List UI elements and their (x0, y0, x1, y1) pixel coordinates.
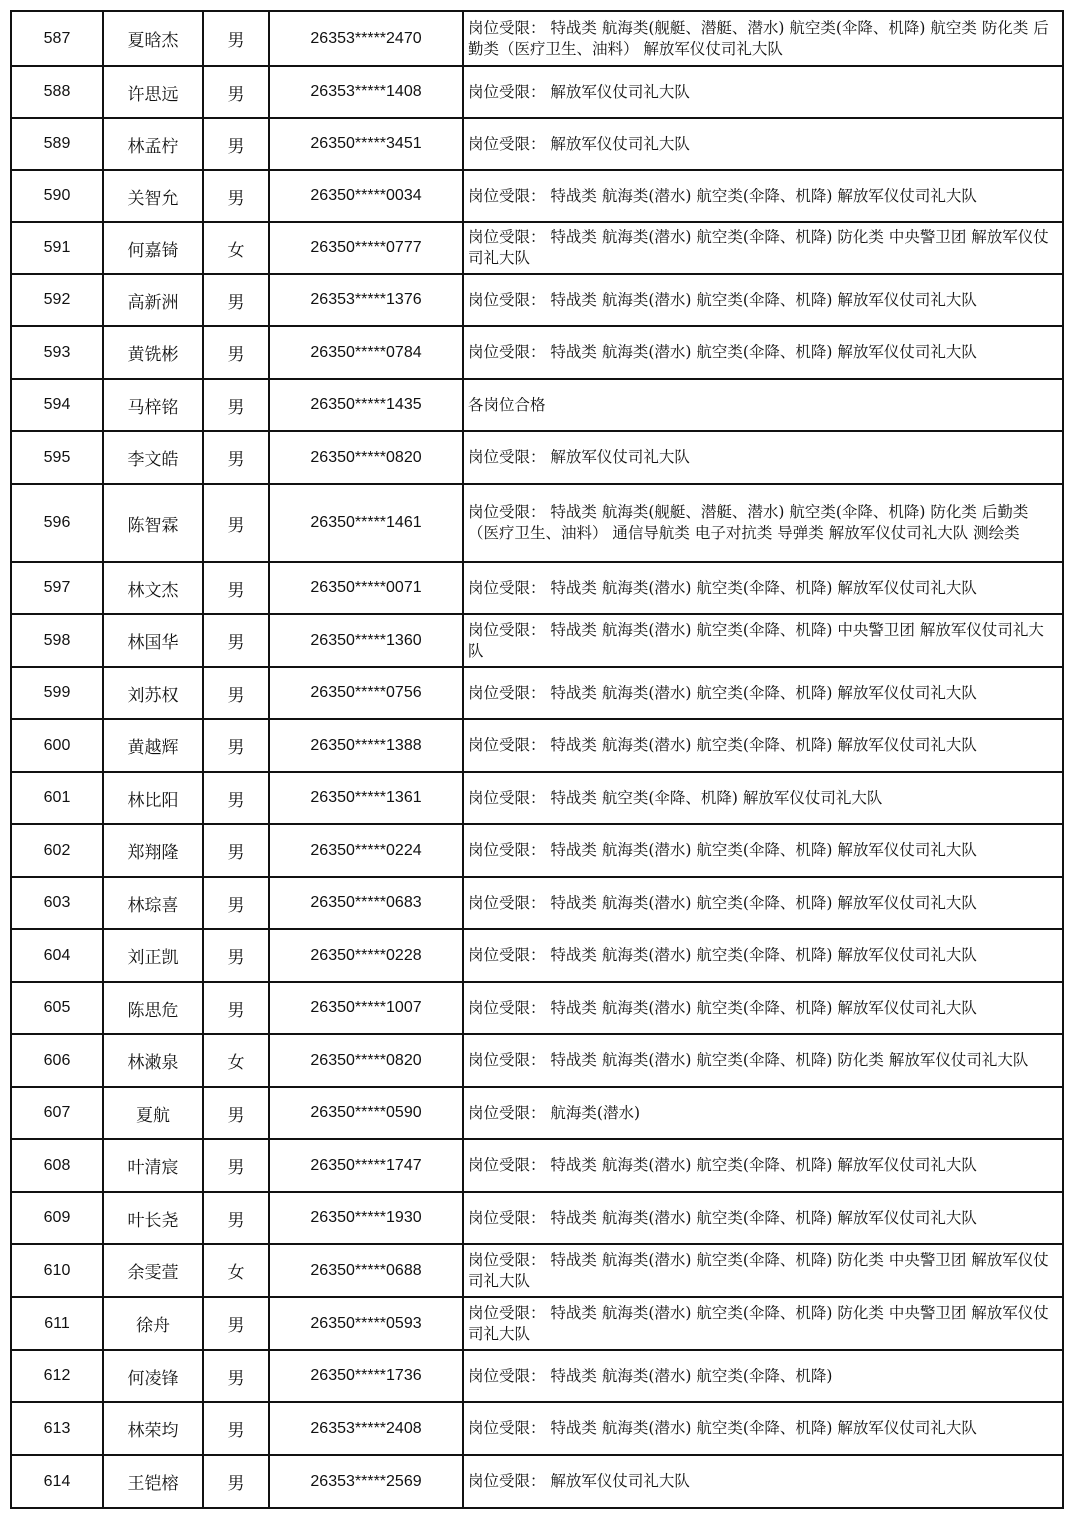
cell-result: 岗位受限： 特战类 航海类(舰艇、潜艇、潜水) 航空类(伞降、机降) 航空类 防化类 后勤类（医疗卫生、油料） 解放军仪仗司礼大队 (463, 11, 1063, 66)
table-row (11, 982, 1063, 1034)
cell-name: 黄铣彬 (103, 326, 203, 379)
cell-name: 余雯萱 (103, 1244, 203, 1297)
cell-result: 岗位受限： 特战类 航海类(潜水) 航空类(伞降、机降) 解放军仪仗司礼大队 (463, 274, 1063, 326)
cell-id-number: 26353*****2470 (269, 11, 463, 66)
cell-serial-number: 598 (11, 614, 103, 667)
cell-serial-number: 608 (11, 1139, 103, 1192)
table-row (11, 1297, 1063, 1350)
cell-result: 岗位受限： 特战类 航海类(舰艇、潜艇、潜水) 航空类(伞降、机降) 防化类 后勤类（医疗卫生、油料） 通信导航类 电子对抗类 导弹类 解放军仪仗司礼大队 测绘类 (463, 484, 1063, 562)
cell-name: 许思远 (103, 66, 203, 118)
cell-gender: 男 (203, 877, 269, 929)
cell-result: 岗位受限： 特战类 航海类(潜水) 航空类(伞降、机降) 解放军仪仗司礼大队 (463, 326, 1063, 379)
cell-gender: 男 (203, 379, 269, 431)
cell-result: 岗位受限： 特战类 航海类(潜水) 航空类(伞降、机降) 解放军仪仗司礼大队 (463, 824, 1063, 877)
cell-serial-number: 590 (11, 170, 103, 222)
cell-gender: 男 (203, 1402, 269, 1455)
cell-id-number: 26350*****0820 (269, 1034, 463, 1087)
cell-gender: 男 (203, 667, 269, 719)
cell-name: 陈智霖 (103, 484, 203, 562)
table-row (11, 562, 1063, 614)
cell-name: 夏航 (103, 1087, 203, 1139)
table-row (11, 824, 1063, 877)
cell-serial-number: 610 (11, 1244, 103, 1297)
cell-gender: 女 (203, 1244, 269, 1297)
cell-gender: 男 (203, 824, 269, 877)
cell-gender: 男 (203, 719, 269, 772)
cell-gender: 男 (203, 1192, 269, 1244)
cell-result: 岗位受限： 特战类 航海类(潜水) 航空类(伞降、机降) 解放军仪仗司礼大队 (463, 877, 1063, 929)
cell-gender: 男 (203, 66, 269, 118)
cell-name: 关智允 (103, 170, 203, 222)
cell-id-number: 26350*****0590 (269, 1087, 463, 1139)
cell-name: 林孟柠 (103, 118, 203, 170)
cell-name: 马梓铭 (103, 379, 203, 431)
cell-result: 岗位受限： 解放军仪仗司礼大队 (463, 1455, 1063, 1508)
cell-name: 黄越辉 (103, 719, 203, 772)
cell-id-number: 26350*****0224 (269, 824, 463, 877)
cell-name: 林比阳 (103, 772, 203, 824)
cell-serial-number: 594 (11, 379, 103, 431)
cell-gender: 男 (203, 274, 269, 326)
cell-name: 林国华 (103, 614, 203, 667)
cell-result: 岗位受限： 特战类 航海类(潜水) 航空类(伞降、机降) 解放军仪仗司礼大队 (463, 1192, 1063, 1244)
cell-id-number: 26350*****1388 (269, 719, 463, 772)
cell-serial-number: 588 (11, 66, 103, 118)
table-row (11, 667, 1063, 719)
cell-serial-number: 611 (11, 1297, 103, 1350)
table-row (11, 379, 1063, 431)
cell-name: 郑翔隆 (103, 824, 203, 877)
cell-serial-number: 607 (11, 1087, 103, 1139)
cell-id-number: 26350*****0784 (269, 326, 463, 379)
table-row (11, 1350, 1063, 1402)
cell-serial-number: 600 (11, 719, 103, 772)
table-row (11, 11, 1063, 66)
table-row (11, 719, 1063, 772)
results-table-body (11, 11, 1063, 1508)
cell-result: 岗位受限： 特战类 航海类(潜水) 航空类(伞降、机降) 解放军仪仗司礼大队 (463, 719, 1063, 772)
cell-serial-number: 589 (11, 118, 103, 170)
cell-gender: 男 (203, 484, 269, 562)
cell-gender: 男 (203, 431, 269, 484)
cell-result: 岗位受限： 特战类 航海类(潜水) 航空类(伞降、机降) 解放军仪仗司礼大队 (463, 982, 1063, 1034)
cell-serial-number: 613 (11, 1402, 103, 1455)
cell-gender: 男 (203, 1455, 269, 1508)
cell-name: 何嘉锜 (103, 222, 203, 274)
cell-result: 岗位受限： 特战类 航海类(潜水) 航空类(伞降、机降) 防化类 中央警卫团 解放军仪仗司礼大队 (463, 222, 1063, 274)
cell-gender: 男 (203, 1350, 269, 1402)
cell-id-number: 26353*****1376 (269, 274, 463, 326)
cell-serial-number: 599 (11, 667, 103, 719)
table-row (11, 1244, 1063, 1297)
cell-gender: 男 (203, 614, 269, 667)
table-row (11, 929, 1063, 982)
cell-serial-number: 612 (11, 1350, 103, 1402)
cell-serial-number: 587 (11, 11, 103, 66)
results-table (10, 10, 1064, 1509)
cell-result: 岗位受限： 特战类 航海类(潜水) 航空类(伞降、机降) 防化类 中央警卫团 解放军仪仗司礼大队 (463, 1297, 1063, 1350)
cell-name: 刘正凯 (103, 929, 203, 982)
cell-serial-number: 593 (11, 326, 103, 379)
cell-result: 岗位受限： 解放军仪仗司礼大队 (463, 66, 1063, 118)
cell-result: 岗位受限： 航海类(潜水) (463, 1087, 1063, 1139)
cell-result: 岗位受限： 特战类 航海类(潜水) 航空类(伞降、机降) (463, 1350, 1063, 1402)
cell-name: 何凌锋 (103, 1350, 203, 1402)
cell-name: 林潄泉 (103, 1034, 203, 1087)
table-row (11, 431, 1063, 484)
cell-gender: 女 (203, 1034, 269, 1087)
cell-id-number: 26350*****0071 (269, 562, 463, 614)
cell-name: 叶长尧 (103, 1192, 203, 1244)
table-row (11, 118, 1063, 170)
cell-serial-number: 602 (11, 824, 103, 877)
cell-result: 岗位受限： 特战类 航海类(潜水) 航空类(伞降、机降) 防化类 解放军仪仗司礼大队 (463, 1034, 1063, 1087)
table-row (11, 222, 1063, 274)
cell-id-number: 26350*****1930 (269, 1192, 463, 1244)
cell-id-number: 26350*****1747 (269, 1139, 463, 1192)
cell-serial-number: 603 (11, 877, 103, 929)
cell-result: 岗位受限： 特战类 航海类(潜水) 航空类(伞降、机降) 解放军仪仗司礼大队 (463, 1402, 1063, 1455)
cell-id-number: 26350*****0820 (269, 431, 463, 484)
cell-serial-number: 604 (11, 929, 103, 982)
cell-id-number: 26353*****2569 (269, 1455, 463, 1508)
cell-result: 岗位受限： 特战类 航空类(伞降、机降) 解放军仪仗司礼大队 (463, 772, 1063, 824)
cell-serial-number: 592 (11, 274, 103, 326)
cell-serial-number: 614 (11, 1455, 103, 1508)
cell-result: 岗位受限： 特战类 航海类(潜水) 航空类(伞降、机降) 解放军仪仗司礼大队 (463, 170, 1063, 222)
cell-name: 徐舟 (103, 1297, 203, 1350)
cell-id-number: 26350*****0593 (269, 1297, 463, 1350)
cell-id-number: 26350*****0034 (269, 170, 463, 222)
cell-serial-number: 605 (11, 982, 103, 1034)
cell-id-number: 26353*****2408 (269, 1402, 463, 1455)
cell-gender: 男 (203, 1297, 269, 1350)
cell-name: 林文杰 (103, 562, 203, 614)
cell-id-number: 26350*****1461 (269, 484, 463, 562)
cell-serial-number: 595 (11, 431, 103, 484)
table-row (11, 877, 1063, 929)
cell-gender: 男 (203, 562, 269, 614)
cell-id-number: 26350*****0756 (269, 667, 463, 719)
cell-gender: 男 (203, 982, 269, 1034)
cell-serial-number: 601 (11, 772, 103, 824)
table-row (11, 1192, 1063, 1244)
cell-id-number: 26353*****1408 (269, 66, 463, 118)
cell-name: 夏晗杰 (103, 11, 203, 66)
cell-serial-number: 609 (11, 1192, 103, 1244)
table-row (11, 1034, 1063, 1087)
cell-id-number: 26350*****1361 (269, 772, 463, 824)
cell-gender: 男 (203, 118, 269, 170)
cell-name: 林琮喜 (103, 877, 203, 929)
cell-name: 林荣均 (103, 1402, 203, 1455)
cell-name: 陈思危 (103, 982, 203, 1034)
cell-name: 叶清宸 (103, 1139, 203, 1192)
cell-result: 岗位受限： 特战类 航海类(潜水) 航空类(伞降、机降) 解放军仪仗司礼大队 (463, 929, 1063, 982)
cell-gender: 男 (203, 1139, 269, 1192)
cell-result: 岗位受限： 解放军仪仗司礼大队 (463, 431, 1063, 484)
table-row (11, 274, 1063, 326)
cell-result: 岗位受限： 特战类 航海类(潜水) 航空类(伞降、机降) 防化类 中央警卫团 解放军仪仗司礼大队 (463, 1244, 1063, 1297)
table-row (11, 1139, 1063, 1192)
cell-result: 岗位受限： 特战类 航海类(潜水) 航空类(伞降、机降) 解放军仪仗司礼大队 (463, 1139, 1063, 1192)
cell-gender: 男 (203, 929, 269, 982)
cell-id-number: 26350*****3451 (269, 118, 463, 170)
cell-id-number: 26350*****1736 (269, 1350, 463, 1402)
table-row (11, 1455, 1063, 1508)
cell-gender: 男 (203, 170, 269, 222)
cell-id-number: 26350*****1435 (269, 379, 463, 431)
cell-name: 李文皓 (103, 431, 203, 484)
cell-name: 高新洲 (103, 274, 203, 326)
cell-result: 岗位受限： 特战类 航海类(潜水) 航空类(伞降、机降) 解放军仪仗司礼大队 (463, 562, 1063, 614)
cell-id-number: 26350*****0777 (269, 222, 463, 274)
table-row (11, 1087, 1063, 1139)
cell-result: 各岗位合格 (463, 379, 1063, 431)
cell-result: 岗位受限： 特战类 航海类(潜水) 航空类(伞降、机降) 中央警卫团 解放军仪仗司礼大队 (463, 614, 1063, 667)
cell-serial-number: 591 (11, 222, 103, 274)
cell-gender: 女 (203, 222, 269, 274)
cell-id-number: 26350*****0688 (269, 1244, 463, 1297)
cell-serial-number: 597 (11, 562, 103, 614)
table-row (11, 614, 1063, 667)
cell-serial-number: 606 (11, 1034, 103, 1087)
cell-id-number: 26350*****0228 (269, 929, 463, 982)
cell-id-number: 26350*****1360 (269, 614, 463, 667)
cell-gender: 男 (203, 772, 269, 824)
table-row (11, 66, 1063, 118)
cell-result: 岗位受限： 解放军仪仗司礼大队 (463, 118, 1063, 170)
table-row (11, 326, 1063, 379)
cell-gender: 男 (203, 326, 269, 379)
cell-name: 刘苏权 (103, 667, 203, 719)
cell-gender: 男 (203, 1087, 269, 1139)
cell-gender: 男 (203, 11, 269, 66)
table-row (11, 1402, 1063, 1455)
cell-result: 岗位受限： 特战类 航海类(潜水) 航空类(伞降、机降) 解放军仪仗司礼大队 (463, 667, 1063, 719)
cell-id-number: 26350*****0683 (269, 877, 463, 929)
table-row (11, 170, 1063, 222)
cell-id-number: 26350*****1007 (269, 982, 463, 1034)
table-row (11, 484, 1063, 562)
cell-serial-number: 596 (11, 484, 103, 562)
cell-name: 王铠榕 (103, 1455, 203, 1508)
table-row (11, 772, 1063, 824)
